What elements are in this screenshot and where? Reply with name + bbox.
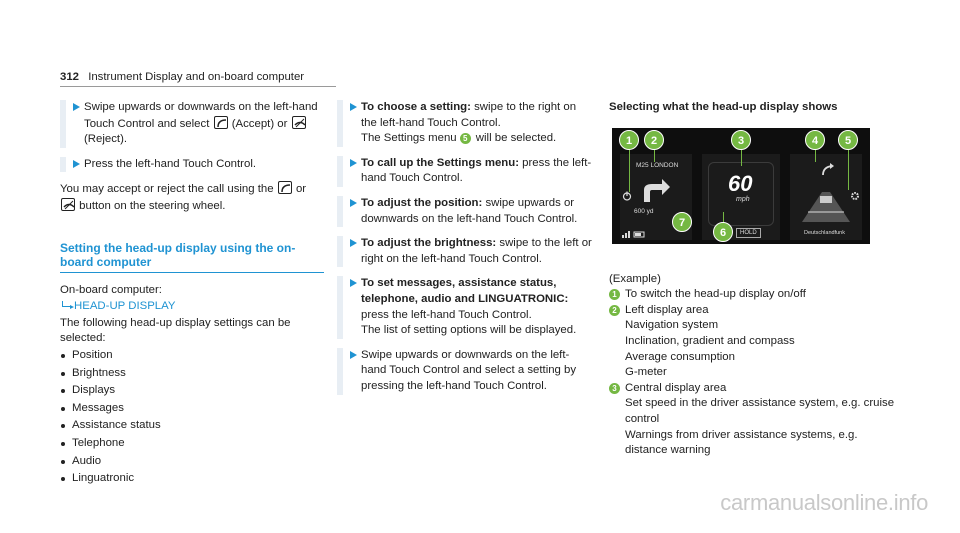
distance-readout: 600 yd [634, 207, 654, 215]
callout-6: 6 [713, 222, 733, 242]
step-text: press the left-hand Touch Control. [361, 308, 532, 321]
callout-3: 3 [731, 130, 751, 150]
step-text: swipe to the right on the left-hand Touch Control. [361, 101, 577, 129]
steering-wheel-note [60, 181, 324, 214]
callout-1: 1 [619, 130, 639, 150]
list-item: Linguatronic [60, 470, 324, 488]
step-arrow-icon [350, 279, 357, 287]
step-label: To adjust the brightness: [361, 237, 497, 250]
list-item: Displays [60, 382, 324, 400]
step-text: (Reject). [84, 133, 128, 146]
step-label: To choose a setting: [361, 101, 471, 113]
page-header-title: Instrument Display and on-board computer [88, 71, 305, 83]
step-label: To adjust the position: [361, 196, 483, 209]
step-arrow-icon [73, 103, 80, 111]
step-text: will be selected. [475, 132, 557, 145]
distance-assist-icon [800, 190, 852, 224]
callout-7: 7 [672, 212, 692, 232]
note-text: You may accept or reject the call using the [60, 183, 274, 196]
step-text: The list of setting options will be displayed. [361, 324, 577, 337]
caption-subitem: Set speed in the driver assistance system, e.g. cruise control [625, 397, 895, 425]
menu-path [60, 299, 324, 315]
section-title: Setting the head-up display using the on-board computer [60, 240, 296, 269]
list-item: Messages [60, 400, 324, 418]
speed-readout: 60 [728, 170, 753, 196]
callout-badge: 5 [460, 133, 471, 144]
caption-subitem: G-meter [625, 366, 667, 379]
page-number: 312 [60, 71, 80, 83]
step-settings-menu [337, 156, 593, 187]
caption-text: To switch the head-up display on/off [625, 288, 806, 301]
step-arrow-icon [350, 159, 357, 167]
step-text: swipe to the left or right on the left-hand Touch Control. [361, 237, 592, 265]
step-text: swipe upwards or downwards on the left-hand Touch Control. [361, 196, 578, 225]
step-arrow-icon [73, 160, 80, 168]
step-arrow-icon [350, 351, 357, 359]
phone-accept-icon [278, 181, 292, 194]
menu-path-label: HEAD-UP DISPLAY [74, 300, 176, 313]
figure-section-title: Selecting what the head-up display shows [609, 101, 838, 113]
figure-caption: (Example) [609, 272, 661, 285]
step-text: Swipe upwards or downwards on the left-hand Touch Control and select a setting by pressing the left-hand Touch Control. [361, 348, 577, 392]
caption-item-2 [609, 303, 899, 319]
power-icon [622, 191, 632, 201]
hold-badge: HOLD [736, 228, 761, 238]
phone-reject-icon [292, 116, 306, 129]
hud-illustration [612, 128, 870, 244]
step-text: Swipe upwards or downwards on the left-hand Touch Control and select [84, 101, 318, 130]
signal-battery-icon [622, 230, 648, 238]
callout-badge: 3 [609, 383, 620, 394]
phone-reject-icon [61, 198, 75, 211]
road-label: M25 LONDON [636, 161, 679, 169]
step-text: press the left-hand Touch Control. [361, 156, 592, 185]
step-text: The Settings menu [361, 132, 457, 145]
step-arrow-icon [350, 199, 357, 207]
speed-unit: mph [736, 195, 750, 203]
callout-4: 4 [805, 130, 825, 150]
caption-subitem: Average consumption [625, 350, 735, 363]
step-text: (Accept) or [231, 117, 288, 130]
list-item: Assistance status [60, 417, 324, 435]
menu-path-arrow-icon [62, 301, 70, 307]
note-text: or [295, 183, 307, 196]
step-label: To call up the Settings menu: [361, 156, 519, 169]
column-left [60, 100, 324, 488]
column-middle [337, 100, 593, 404]
route-arrow-icon [820, 162, 836, 178]
list-item: Position [60, 347, 324, 365]
menu-label: On-board computer: [60, 283, 162, 296]
list-item: Telephone [60, 435, 324, 453]
step-select-setting [337, 348, 593, 395]
step-text: Press the left-hand Touch Control. [84, 157, 257, 170]
page-header [60, 70, 304, 86]
callout-2: 2 [644, 130, 664, 150]
caption-subitem: Navigation system [625, 319, 719, 332]
caption-subitem: Warnings from driver assistance systems, e.g. distance warning [625, 428, 858, 457]
step-press-control [60, 157, 324, 173]
step-arrow-icon [350, 103, 357, 111]
caption-item-3 [609, 381, 899, 397]
step-choose-setting [337, 100, 593, 147]
step-accept-reject [60, 100, 324, 148]
list-item: Audio [60, 453, 324, 471]
hud-right-panel [790, 154, 862, 240]
step-adjust-brightness [337, 236, 593, 267]
callout-badge: 2 [609, 305, 620, 316]
caption-text: Central display area [625, 381, 727, 394]
step-set-messages [337, 276, 593, 338]
step-adjust-position [337, 196, 593, 227]
caption-text: Left display area [625, 303, 709, 316]
step-arrow-icon [350, 239, 357, 247]
step-label: To set messages, assistance status, telephone, audio and LINGUATRONIC: [361, 277, 569, 305]
settings-intro: The following head-up display settings can be selected: [60, 316, 291, 345]
callout-badge: 1 [609, 289, 620, 300]
watermark: carmanualsonline.info [720, 490, 928, 515]
callout-5: 5 [838, 130, 858, 150]
column-right [609, 100, 899, 459]
header-divider [60, 86, 336, 87]
navigation-arrow-icon [642, 178, 672, 204]
list-item: Brightness [60, 365, 324, 383]
note-text: button on the steering wheel. [79, 199, 226, 212]
settings-list [60, 347, 324, 488]
radio-station-label: Deutschlandfunk [804, 229, 845, 236]
caption-item-1 [609, 287, 899, 303]
phone-accept-icon [214, 116, 228, 129]
section-divider [60, 272, 324, 273]
caption-subitem: Inclination, gradient and compass [625, 334, 795, 347]
